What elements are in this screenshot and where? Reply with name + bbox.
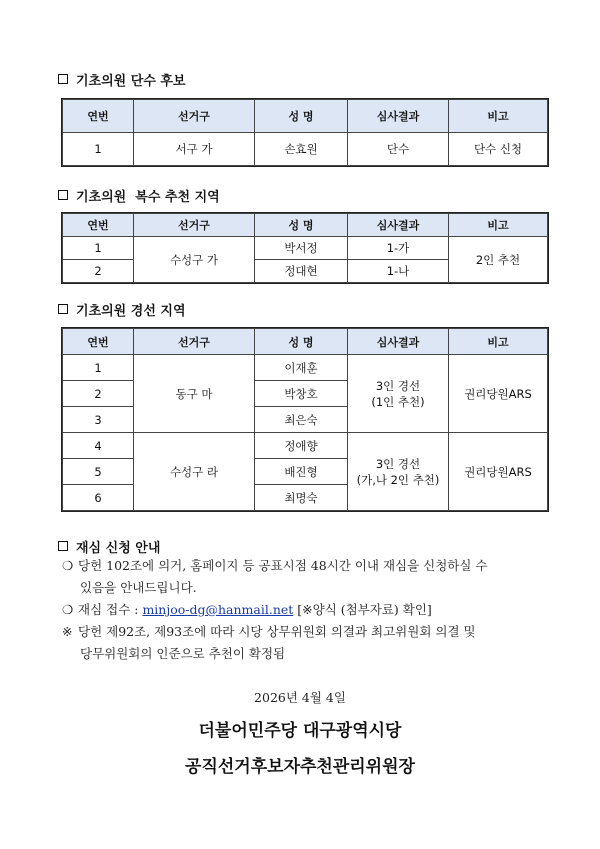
cell-name: 최은숙 xyxy=(255,407,348,433)
table-row xyxy=(63,133,548,166)
header-result: 심사결과 xyxy=(348,214,449,237)
header-name: 성 명 xyxy=(255,214,348,237)
header-name: 성 명 xyxy=(255,329,348,355)
cell-name: 이재훈 xyxy=(255,355,348,381)
org-name: 더불어민주당 대구광역시당 xyxy=(198,721,402,741)
notice-line: 있음을 안내드립니다. xyxy=(80,580,197,595)
header-note: 비고 xyxy=(449,214,548,237)
header-district: 선거구 xyxy=(134,214,255,237)
header-result: 심사결과 xyxy=(348,100,449,133)
cell-no: 2 xyxy=(63,260,134,283)
notice-line: ❍ 당헌 102조에 의거, 홈페이지 등 공표시점 48시간 이내 재심을 신청하실 수 xyxy=(62,555,488,577)
cell-no: 1 xyxy=(63,237,134,260)
cell-district: 동구 마 xyxy=(134,355,255,433)
circle-bullet-icon: ❍ xyxy=(62,558,74,573)
result-line: 3인 경선 xyxy=(375,378,421,393)
notice-line: ❍ 재심 접수 : minjoo-dg@hanmail.net [※양식 (첨부자료) 확인] xyxy=(62,599,488,621)
notice-line: 당무위원회의 인준으로 추천이 확정됨 xyxy=(80,646,286,661)
cell-note: 단수 신청 xyxy=(449,133,548,166)
cell-name: 정대현 xyxy=(255,260,348,283)
cell-result xyxy=(348,355,449,433)
header-no: 연번 xyxy=(63,329,134,355)
checkbox-square-icon xyxy=(58,190,68,200)
cell-no: 1 xyxy=(63,133,134,166)
header-note: 비고 xyxy=(449,100,548,133)
section-title-appeal: 재심 신청 안내 xyxy=(58,537,160,556)
table-row xyxy=(63,355,548,381)
header-no: 연번 xyxy=(63,214,134,237)
committee-name: 공직선거후보자추천관리위원장 xyxy=(185,757,415,777)
cell-name: 손효원 xyxy=(255,133,348,166)
header-district: 선거구 xyxy=(134,100,255,133)
appeal-email-link[interactable]: minjoo-dg@hanmail.net xyxy=(142,602,294,617)
cell-note: 권리당원ARS xyxy=(449,433,548,511)
cell-no: 1 xyxy=(63,355,134,381)
cell-name: 최명숙 xyxy=(255,485,348,511)
cell-name: 배진형 xyxy=(255,459,348,485)
table-header-row xyxy=(63,214,548,237)
header-no: 연번 xyxy=(63,100,134,133)
cell-no: 5 xyxy=(63,459,134,485)
cell-note: 2인 추천 xyxy=(449,237,548,283)
cell-result xyxy=(348,433,449,511)
cell-no: 6 xyxy=(63,485,134,511)
cell-name: 정애향 xyxy=(255,433,348,459)
header-note: 비고 xyxy=(449,329,548,355)
section-title-single: 기초의원 단수 후보 xyxy=(58,70,186,89)
issue-date: 2026년 4월 4일 xyxy=(254,690,346,705)
section-title-contest: 기초의원 경선 지역 xyxy=(58,300,186,319)
table-row xyxy=(63,433,548,459)
cell-name: 박서정 xyxy=(255,237,348,260)
checkbox-square-icon xyxy=(58,304,68,314)
reference-mark-icon: ※ xyxy=(62,624,73,639)
header-result: 심사결과 xyxy=(348,329,449,355)
cell-result: 단수 xyxy=(348,133,449,166)
cell-result: 1-나 xyxy=(348,260,449,283)
multi-candidate-table xyxy=(62,213,548,283)
contest-candidate-table xyxy=(62,328,548,511)
table-row xyxy=(63,237,548,260)
cell-district: 서구 가 xyxy=(134,133,255,166)
circle-bullet-icon: ❍ xyxy=(62,602,74,617)
cell-no: 3 xyxy=(63,407,134,433)
cell-result: 1-가 xyxy=(348,237,449,260)
notice-line: ※ 당헌 제92조, 제93조에 따라 시당 상무위원회 의결과 최고위원회 의결 및 xyxy=(62,621,488,643)
cell-note: 권리당원ARS xyxy=(449,355,548,433)
header-district: 선거구 xyxy=(134,329,255,355)
table-header-row xyxy=(63,329,548,355)
cell-name: 박창호 xyxy=(255,381,348,407)
checkbox-square-icon xyxy=(58,74,68,84)
cell-district: 수성구 가 xyxy=(134,237,255,283)
table-header-row xyxy=(63,100,548,133)
cell-district: 수성구 라 xyxy=(134,433,255,511)
section-title-multi: 기초의원 복수 추천 지역 xyxy=(58,186,220,205)
result-line: (1인 추천) xyxy=(371,394,425,409)
header-name: 성 명 xyxy=(255,100,348,133)
cell-no: 2 xyxy=(63,381,134,407)
checkbox-square-icon xyxy=(58,541,68,551)
cell-no: 4 xyxy=(63,433,134,459)
single-candidate-table xyxy=(62,99,548,166)
result-line: 3인 경선 xyxy=(375,456,421,471)
result-line: (가,나 2인 추천) xyxy=(356,472,440,487)
appeal-notice xyxy=(62,555,488,665)
